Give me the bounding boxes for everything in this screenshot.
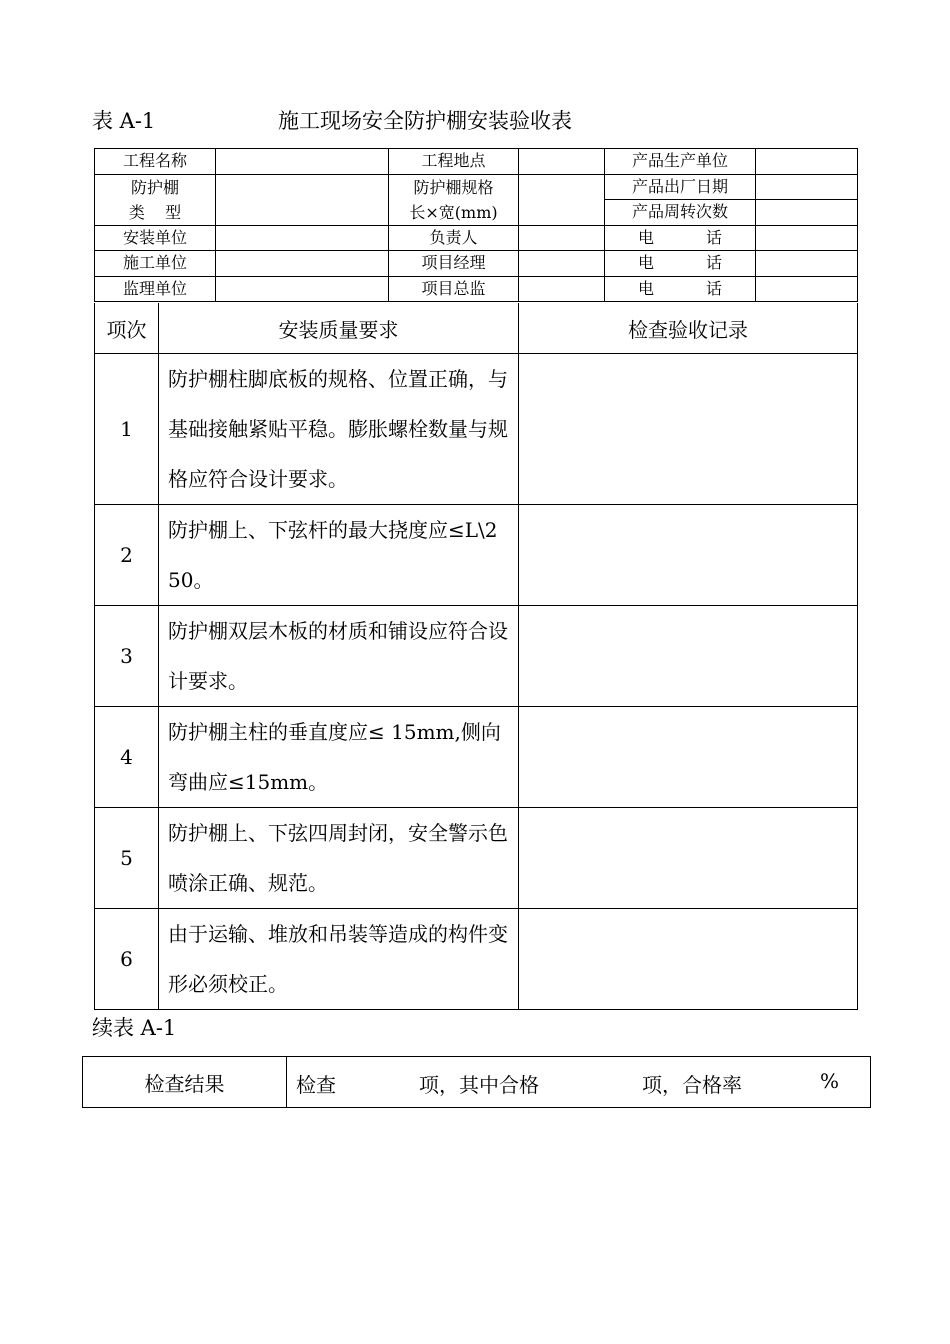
item-record-field[interactable] bbox=[519, 505, 858, 606]
item-record-field[interactable] bbox=[519, 606, 858, 707]
shed-spec-label-line1: 防护棚规格 bbox=[413, 177, 494, 197]
supervision-phone-label bbox=[605, 276, 756, 302]
factory-date-label: 产品出厂日期 bbox=[605, 174, 756, 200]
table-row bbox=[95, 808, 858, 909]
item-record-field[interactable] bbox=[519, 707, 858, 808]
shed-spec-label bbox=[389, 174, 519, 225]
col-header-record: 检查验收记录 bbox=[519, 303, 858, 354]
col-header-no: 项次 bbox=[95, 303, 159, 354]
page-title: 施工现场安全防护棚安装验收表 bbox=[278, 109, 572, 133]
result-label: 检查结果 bbox=[83, 1057, 287, 1108]
project-manager-field[interactable] bbox=[519, 251, 605, 277]
person-in-charge-label: 负责人 bbox=[389, 225, 519, 251]
phone-label-a: 电 bbox=[638, 253, 678, 273]
item-requirement: 防护棚双层木板的材质和铺设应符合设计要求。 bbox=[159, 606, 519, 707]
supervision-unit-label: 监理单位 bbox=[95, 276, 216, 302]
col-header-requirements: 安装质量要求 bbox=[159, 303, 519, 354]
turnover-field[interactable] bbox=[756, 200, 858, 226]
project-manager-label: 项目经理 bbox=[389, 251, 519, 277]
install-phone-label bbox=[605, 225, 756, 251]
manufacturer-field[interactable] bbox=[756, 149, 858, 175]
shed-type-label-line2b: 型 bbox=[165, 202, 182, 222]
manufacturer-label: 产品生产单位 bbox=[605, 149, 756, 175]
person-in-charge-field[interactable] bbox=[519, 225, 605, 251]
phone-label-b: 话 bbox=[705, 253, 722, 273]
phone-label-a: 电 bbox=[638, 278, 678, 298]
result-pass-text: 项，其中合格 bbox=[419, 1073, 539, 1097]
item-requirement: 防护棚上、下弦杆的最大挠度应≤L\250。 bbox=[159, 505, 519, 606]
item-requirement: 防护棚柱脚底板的规格、位置正确，与基础接触紧贴平稳。膨胀螺栓数量与规格应符合设计要求。 bbox=[159, 354, 519, 505]
requirements-table bbox=[94, 303, 858, 1010]
item-number: 2 bbox=[95, 505, 159, 606]
install-phone-field[interactable] bbox=[756, 225, 858, 251]
shed-type-label-line2a: 类 bbox=[128, 202, 145, 222]
result-rate-text: 项，合格率 bbox=[642, 1073, 742, 1097]
item-number: 1 bbox=[95, 354, 159, 505]
construction-phone-field[interactable] bbox=[756, 251, 858, 277]
chief-supervisor-field[interactable] bbox=[519, 276, 605, 302]
item-record-field[interactable] bbox=[519, 354, 858, 505]
project-name-label: 工程名称 bbox=[95, 149, 216, 175]
item-number: 6 bbox=[95, 909, 159, 1010]
project-name-field[interactable] bbox=[216, 149, 389, 175]
table-row bbox=[95, 707, 858, 808]
continued-caption: 续表 A-1 bbox=[92, 1016, 177, 1040]
table-row bbox=[95, 505, 858, 606]
install-unit-field[interactable] bbox=[216, 225, 389, 251]
project-site-field[interactable] bbox=[519, 149, 605, 175]
item-number: 4 bbox=[95, 707, 159, 808]
supervision-phone-field[interactable] bbox=[756, 276, 858, 302]
construction-phone-label bbox=[605, 251, 756, 277]
phone-label-a: 电 bbox=[638, 227, 678, 247]
construction-unit-field[interactable] bbox=[216, 251, 389, 277]
table-row bbox=[95, 354, 858, 505]
result-check-text: 检查 bbox=[296, 1073, 336, 1097]
project-info-table bbox=[94, 148, 858, 302]
construction-unit-label: 施工单位 bbox=[95, 251, 216, 277]
result-table bbox=[82, 1056, 871, 1108]
item-number: 3 bbox=[95, 606, 159, 707]
table-row bbox=[95, 606, 858, 707]
item-record-field[interactable] bbox=[519, 808, 858, 909]
shed-type-label bbox=[95, 174, 216, 225]
result-field[interactable] bbox=[287, 1057, 871, 1108]
table-row bbox=[95, 909, 858, 1010]
shed-spec-field[interactable] bbox=[519, 174, 605, 225]
item-number: 5 bbox=[95, 808, 159, 909]
turnover-label: 产品周转次数 bbox=[605, 200, 756, 226]
item-requirement: 防护棚上、下弦四周封闭，安全警示色喷涂正确、规范。 bbox=[159, 808, 519, 909]
chief-supervisor-label: 项目总监 bbox=[389, 276, 519, 302]
project-site-label: 工程地点 bbox=[389, 149, 519, 175]
item-record-field[interactable] bbox=[519, 909, 858, 1010]
phone-label-b: 话 bbox=[705, 278, 722, 298]
table-number: 表 A-1 bbox=[92, 109, 156, 133]
item-requirement: 由于运输、堆放和吊装等造成的构件变形必须校正。 bbox=[159, 909, 519, 1010]
shed-type-label-line1: 防护棚 bbox=[130, 177, 179, 197]
result-percent-text: % bbox=[820, 1069, 840, 1093]
install-unit-label: 安装单位 bbox=[95, 225, 216, 251]
phone-label-b: 话 bbox=[705, 227, 722, 247]
supervision-unit-field[interactable] bbox=[216, 276, 389, 302]
item-requirement: 防护棚主柱的垂直度应≤ 15mm,侧向弯曲应≤15mm。 bbox=[159, 707, 519, 808]
shed-type-field[interactable] bbox=[216, 174, 389, 225]
shed-spec-label-line2: 长×宽(mm) bbox=[409, 202, 498, 222]
factory-date-field[interactable] bbox=[756, 174, 858, 200]
